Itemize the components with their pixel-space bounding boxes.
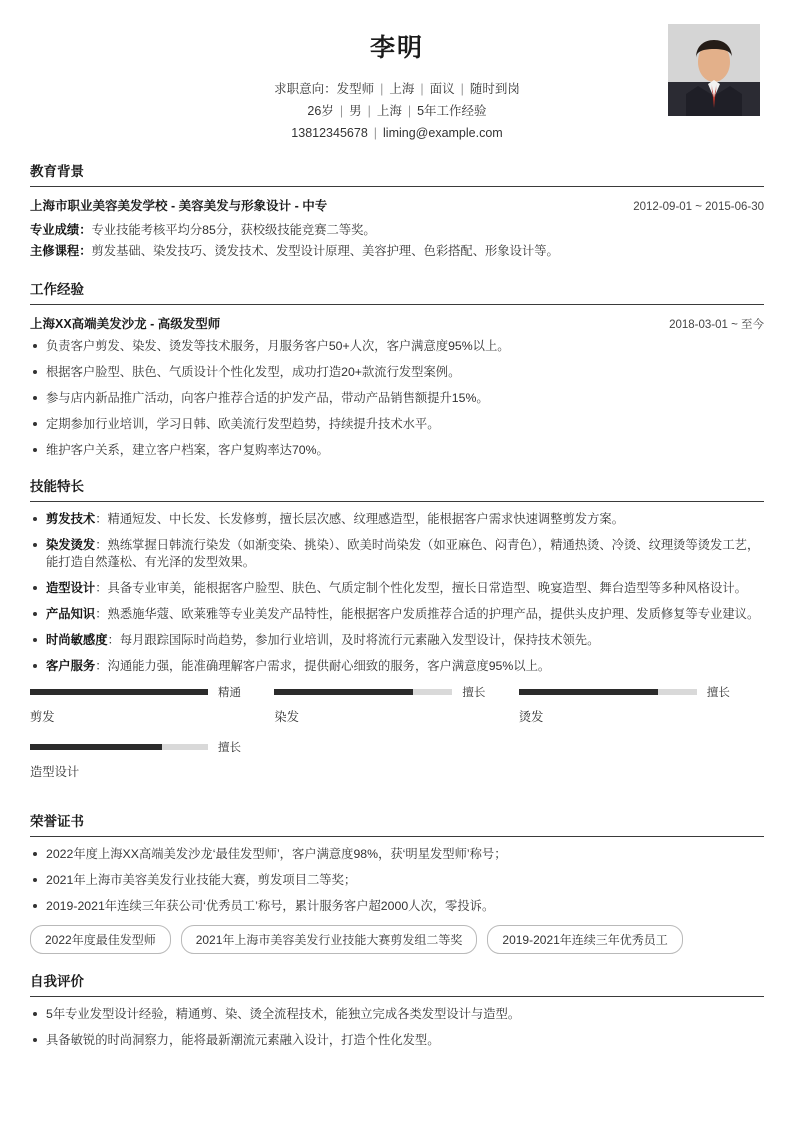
meta-salary: 面议: [429, 82, 455, 96]
skill-desc: 沟通能力强，能准确理解客户需求，提供耐心细致的服务，客户满意度95%以上。: [107, 659, 551, 673]
avatar: [668, 24, 760, 116]
status-badge: 2021年上海市美容美发行业技能大赛剪发组二等奖: [181, 925, 478, 954]
self-bullet-list: [30, 1006, 764, 1049]
skill-bar-name: 造型设计: [30, 765, 80, 779]
skill-bar-row: [30, 739, 256, 755]
education-courses-label: 主修课程：: [30, 244, 92, 258]
meta-divider: |: [420, 82, 424, 96]
skill-desc: 每月跟踪国际时尚趋势，参加行业培训，及时将流行元素融入发型设计，保持技术领先。: [119, 633, 600, 647]
list-item: 2022年度上海XX高端美发沙龙‘最佳发型师’，客户满意度98%，获‘明星发型师’称号；: [30, 846, 764, 863]
list-item: 2019-2021年连续三年获公司‘优秀员工’称号，累计服务客户超2000人次，零投诉。: [30, 898, 764, 915]
skill-bar-track: [274, 689, 452, 695]
header-info: [30, 22, 764, 144]
list-item: 维护客户关系，建立客户档案，客户复购率达70%。: [30, 442, 764, 459]
work-entry-head: [30, 314, 764, 332]
skill-bar: [519, 684, 763, 725]
meta-experience: 5年工作经验: [417, 104, 487, 118]
list-item: 染发烫发：熟练掌握日韩流行染发（如渐变染、挑染）、欧美时尚染发（如亚麻色、闷青色），精通热烫、冷烫、纹理烫等烫发工艺，能打造自然蓬松、有光泽的发型效果。: [30, 537, 764, 571]
education-date: 2012-09-01 ~ 2015-06-30: [633, 201, 764, 213]
skill-bar: [274, 684, 518, 725]
section-honors: [30, 810, 764, 954]
skill-bar-track: [519, 689, 697, 695]
honor-tag-group: [30, 925, 764, 954]
skill-name: 染发烫发: [46, 538, 96, 552]
section-title-education: 教育背景: [30, 160, 764, 187]
skill-bar-level: 擅长: [706, 687, 730, 699]
skill-bar: [30, 684, 274, 725]
list-item: 造型设计：具备专业审美，能根据客户脸型、肤色、气质定制个性化发型，擅长日常造型、晚宴造型、舞台造型等多种风格设计。: [30, 580, 764, 597]
skill-bar-row: [519, 684, 745, 700]
education-grade-label: 专业成绩：: [30, 223, 92, 237]
education-courses-value: 剪发基础、染发技巧、烫发技术、发型设计原理、美容护理、色彩搭配、形象设计等。: [91, 244, 559, 258]
list-item: 产品知识：熟悉施华蔻、欧莱雅等专业美发产品特性，能根据客户发质推荐合适的护理产品，提供头皮护理、发质修复等专业建议。: [30, 606, 764, 623]
list-item: 客户服务：沟通能力强，能准确理解客户需求，提供耐心细致的服务，客户满意度95%以上。: [30, 658, 764, 675]
skill-desc: 熟练掌握日韩流行染发（如渐变染、挑染）、欧美时尚染发（如亚麻色、闷青色），精通热烫、冷烫、纹理烫等烫发工艺，能打造自然蓬松、有光泽的发型效果。: [46, 538, 760, 569]
skill-desc: 熟悉施华蔻、欧莱雅等专业美发产品特性，能根据客户发质推荐合适的护理产品，提供头皮护理、发质修复等专业建议。: [107, 607, 760, 621]
list-item: 剪发技术：精通短发、中长发、长发修剪，擅长层次感、纹理感造型，能根据客户需求快速调整剪发方案。: [30, 511, 764, 528]
skill-bar-fill: [274, 689, 413, 695]
section-title-work: 工作经验: [30, 278, 764, 305]
skill-bar-group: [30, 684, 764, 794]
header-meta-line-1: [30, 78, 764, 100]
skill-bar-track: [30, 689, 208, 695]
list-item: 5年专业发型设计经验，精通剪、染、烫全流程技术，能独立完成各类发型设计与造型。: [30, 1006, 764, 1023]
skill-bar-name: 烫发: [518, 710, 544, 724]
honors-bullet-list: [30, 846, 764, 915]
resume-header: [30, 22, 764, 144]
section-title-skills: 技能特长: [30, 475, 764, 502]
status-badge: 2019-2021年连续三年优秀员工: [487, 925, 682, 954]
section-skills: [30, 475, 764, 794]
list-item: 定期参加行业培训，学习日韩、欧美流行发型趋势，持续提升技术水平。: [30, 416, 764, 433]
page-title: 李明: [369, 34, 424, 62]
education-entry-head: [30, 196, 764, 214]
list-item: 负责客户剪发、染发、烫发等技术服务，月服务客户50+人次，客户满意度95%以上。: [30, 338, 764, 355]
list-item: 时尚敏感度：每月跟踪国际时尚趋势，参加行业培训，及时将流行元素融入发型设计，保持技术领先。: [30, 632, 764, 649]
header-meta-line-2: [30, 100, 764, 122]
section-education: [30, 160, 764, 262]
status-badge: 2022年度最佳发型师: [30, 925, 171, 954]
skill-bar-row: [30, 684, 256, 700]
skill-bar-level: 精通: [218, 687, 241, 699]
work-bullet-list: [30, 338, 764, 459]
list-item: 具备敏锐的时尚洞察力，能将最新潮流元素融入设计，打造个性化发型。: [30, 1032, 764, 1049]
education-school: 上海市职业美容美发学校 - 美容美发与形象设计 - 中专: [30, 199, 328, 213]
meta-age: 26岁: [307, 104, 334, 118]
section-title-honors: 荣誉证书: [30, 810, 764, 837]
skill-bar-fill: [30, 689, 208, 695]
meta-divider: |: [407, 104, 412, 118]
skill-bar-name: 染发: [274, 710, 300, 724]
avatar-illustration: [668, 24, 760, 116]
skill-bar-name: 剪发: [30, 710, 55, 724]
education-grade-value: 专业技能考核平均分85分，获校级技能竞赛二等奖。: [91, 223, 376, 237]
meta-divider: |: [367, 104, 371, 118]
skill-name: 产品知识: [46, 607, 96, 621]
skill-desc: 具备专业审美，能根据客户脸型、肤色、气质定制个性化发型，擅长日常造型、晚宴造型、舞台造型等多种风格设计。: [107, 581, 747, 595]
header-meta-line-3: [30, 122, 764, 144]
skill-name: 剪发技术: [46, 512, 96, 526]
meta-availability: 随时到岗: [469, 82, 520, 96]
meta-gender: 男: [349, 104, 362, 118]
skill-bar-fill: [30, 744, 162, 750]
skill-bar-track: [30, 744, 208, 750]
section-self-evaluation: [30, 970, 764, 1049]
skill-desc: 精通短发、中长发、长发修剪，擅长层次感、纹理感造型，能根据客户需求快速调整剪发方案。: [107, 512, 624, 526]
meta-divider: |: [380, 82, 384, 96]
meta-city: 上海: [389, 82, 415, 96]
meta-email: liming@example.com: [383, 126, 503, 140]
meta-location: 上海: [376, 104, 402, 118]
skill-name: 造型设计: [46, 581, 96, 595]
section-work: [30, 278, 764, 459]
work-company: 上海XX高端美发沙龙 - 高级发型师: [30, 317, 221, 331]
skill-name: 客户服务: [46, 659, 96, 673]
meta-phone: 13812345678: [291, 126, 368, 140]
skills-bullet-list: [30, 511, 764, 675]
skill-name: 时尚敏感度: [46, 633, 108, 647]
skill-bar: [30, 739, 274, 780]
meta-divider: |: [373, 126, 378, 140]
skill-bar-fill: [519, 689, 658, 695]
skill-bar-level: 擅长: [462, 687, 486, 699]
list-item: 参与店内新品推广活动，向客户推荐合适的护发产品，带动产品销售额提升15%。: [30, 390, 764, 407]
education-grade: [30, 220, 764, 241]
skill-bar-level: 擅长: [218, 742, 241, 754]
skill-bar-row: [274, 684, 500, 700]
meta-divider: |: [339, 104, 344, 118]
meta-divider: |: [460, 82, 464, 96]
meta-intent: 求职意向：发型师: [274, 82, 375, 96]
section-title-self-evaluation: 自我评价: [30, 970, 764, 997]
work-date: 2018-03-01 ~ 至今: [669, 319, 764, 331]
list-item: 2021年上海市美容美发行业技能大赛，剪发项目二等奖；: [30, 872, 764, 889]
education-courses: [30, 241, 764, 262]
list-item: 根据客户脸型、肤色、气质设计个性化发型，成功打造20+款流行发型案例。: [30, 364, 764, 381]
